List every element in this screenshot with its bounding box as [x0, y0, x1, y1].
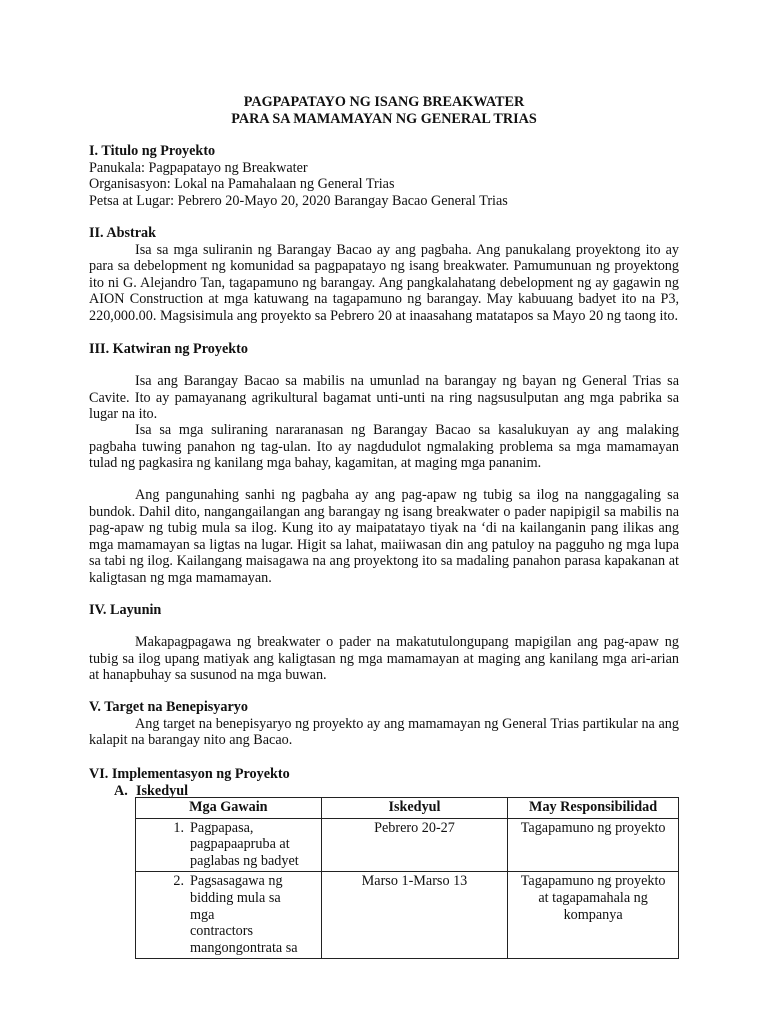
- table-row: [136, 818, 679, 872]
- section-abstrak: [89, 225, 679, 325]
- column-header-gawain: Mga Gawain: [136, 798, 322, 819]
- iskedyul-cell: Pebrero 20-27: [321, 818, 508, 872]
- column-header-iskedyul: Iskedyul: [321, 798, 508, 819]
- section-implementasyon: [89, 766, 679, 799]
- responsibilidad-cell: [508, 872, 679, 959]
- organisasyon-line: Organisasyon: Lokal na Pamahalaan ng General Trias: [89, 176, 395, 193]
- gawain-cell: [136, 818, 322, 872]
- responsibilidad-line: kompanya: [563, 906, 623, 923]
- katwiran-paragraph-3: Ang pangunahing sanhi ng pagbaha ay ang pag-apaw ng tubig sa ilog na nanggagaling sa bundok. Dahil dito, nangangailangan ang barangay ng isang breakwater o pader napipigil sa mabilis na pag-apaw ng tubig mula sa ilog. Kung ito ay maipatatayo tiyak na ‘di na kailanganin pang ilikas ang mga mamamayan sa ligtas na lugar. Higit sa lahat, maiiwasan din ang patuloy na pagguho ng mga lupa sa tabi ng ilog. Kailangang maisagawa na ang proyektong ito sa madaling panahon parasa kapakanan at kaligtasan ng mga mamamayan.: [89, 487, 679, 586]
- section-heading-layunin: IV. Layunin: [89, 602, 162, 618]
- katwiran-paragraph-2: Isa sa mga suliraning nararanasan ng Barangay Bacao sa kasalukuyan ay ang malaking pagbaha tuwing panahon ng tag-ulan. Ito ay nagdudulot ngmalaking problema sa mga mamamayan tulad ng pagkasira ng kanilang mga bahay, kagamitan, at maging mga pananim.: [89, 422, 679, 472]
- section-katwiran: [89, 341, 679, 358]
- petsa-lugar-line: Petsa at Lugar: Pebrero 20-Mayo 20, 2020 Barangay Bacao General Trias: [89, 192, 508, 209]
- panukala-line: Panukala: Pagpapatayo ng Breakwater: [89, 159, 308, 176]
- responsibilidad-line: Tagapamuno ng proyekto: [520, 873, 666, 890]
- section-heading-abstrak: II. Abstrak: [89, 225, 157, 241]
- katwiran-paragraph-2-block: [89, 422, 679, 472]
- gawain-line: mangongontrata sa: [190, 939, 298, 956]
- target-paragraph: Ang target na benepisyaryo ng proyekto ay ang mamamayan ng General Trias partikular na ang kalapit na barangay nito ang Bacao.: [89, 715, 679, 749]
- gawain-cell: [136, 872, 322, 959]
- subsection-label: Iskedyul: [136, 782, 189, 799]
- katwiran-paragraph-3-block: [89, 487, 679, 587]
- gawain-line: contractors: [190, 923, 254, 940]
- table-header-row: [136, 798, 679, 819]
- subsection-letter: A.: [114, 782, 128, 799]
- responsibilidad-line: Tagapamuno ng proyekto: [520, 819, 666, 836]
- gawain-line: Pagpapasa,: [190, 819, 254, 836]
- row-number: 1.: [173, 819, 184, 836]
- layunin-paragraph: Makapagpagawa ng breakwater o pader na makatutulongupang mapigilan ang pag-apaw ng tubig sa ilog upang matiyak ang kaligtasan ng mga mamamayan at maging ang kanilang mga ari-arian at hanapbuhay sa susunod na mga buwan.: [89, 634, 679, 684]
- section-titulo: [89, 143, 679, 209]
- document-title-line-1: PAGPAPATAYO NG ISANG BREAKWATER: [243, 94, 525, 110]
- section-target: [89, 699, 679, 749]
- section-heading-target: V. Target na Benepisyaryo: [89, 699, 248, 715]
- column-header-responsibilidad: May Responsibilidad: [508, 798, 679, 819]
- section-layunin: [89, 602, 679, 619]
- gawain-text: [190, 873, 300, 956]
- gawain-line: Pagsasagawa ng: [190, 873, 283, 890]
- section-heading-katwiran: III. Katwiran ng Proyekto: [89, 341, 248, 357]
- schedule-table: [135, 797, 679, 959]
- section-heading-implementasyon: VI. Implementasyon ng Proyekto: [89, 766, 290, 782]
- gawain-line: bidding mula sa mga: [190, 889, 281, 923]
- gawain-line: pagpapaapruba at: [190, 836, 290, 853]
- katwiran-paragraph-1-block: [89, 373, 679, 423]
- section-heading-titulo: I. Titulo ng Proyekto: [89, 143, 216, 159]
- iskedyul-cell: Marso 1-Marso 13: [321, 872, 508, 959]
- layunin-paragraph-block: [89, 634, 679, 684]
- responsibilidad-cell: [508, 818, 679, 872]
- gawain-text: [190, 820, 300, 870]
- abstrak-paragraph: Isa sa mga suliranin ng Barangay Bacao ay ang pagbaha. Ang panukalang proyektong ito ay para sa debelopment ng komunidad sa pagpapatayo ng isang breakwater. Pamumunuan ng proyektong ito ni G. Alejandro Tan, tagapamuno ng barangay. Ang pangkalahatang debelopment ng ay gagawin ng AION Construction at mga katuwang na tagapamuno ng barangay. May kabuuang badyet ito na P3, 220,000.00. Magsisimula ang proyekto sa Pebrero 20 at inaasahang matatapos sa Mayo 20 ng taong ito.: [89, 241, 679, 324]
- row-number: 2.: [173, 873, 184, 890]
- table-row: [136, 872, 679, 959]
- katwiran-paragraph-1: Isa ang Barangay Bacao sa mabilis na umunlad na barangay ng bayan ng General Trias sa Cavite. Ito ay pamayanang agrikultural bagamat unti-unti na ring nagsusulputan ang mga pabrika sa lugar na ito.: [89, 373, 679, 423]
- document-title-line-2: PARA SA MAMAMAYAN NG GENERAL TRIAS: [231, 111, 537, 127]
- responsibilidad-line: at tagapamahala ng: [538, 889, 648, 906]
- gawain-line: paglabas ng badyet: [190, 852, 299, 869]
